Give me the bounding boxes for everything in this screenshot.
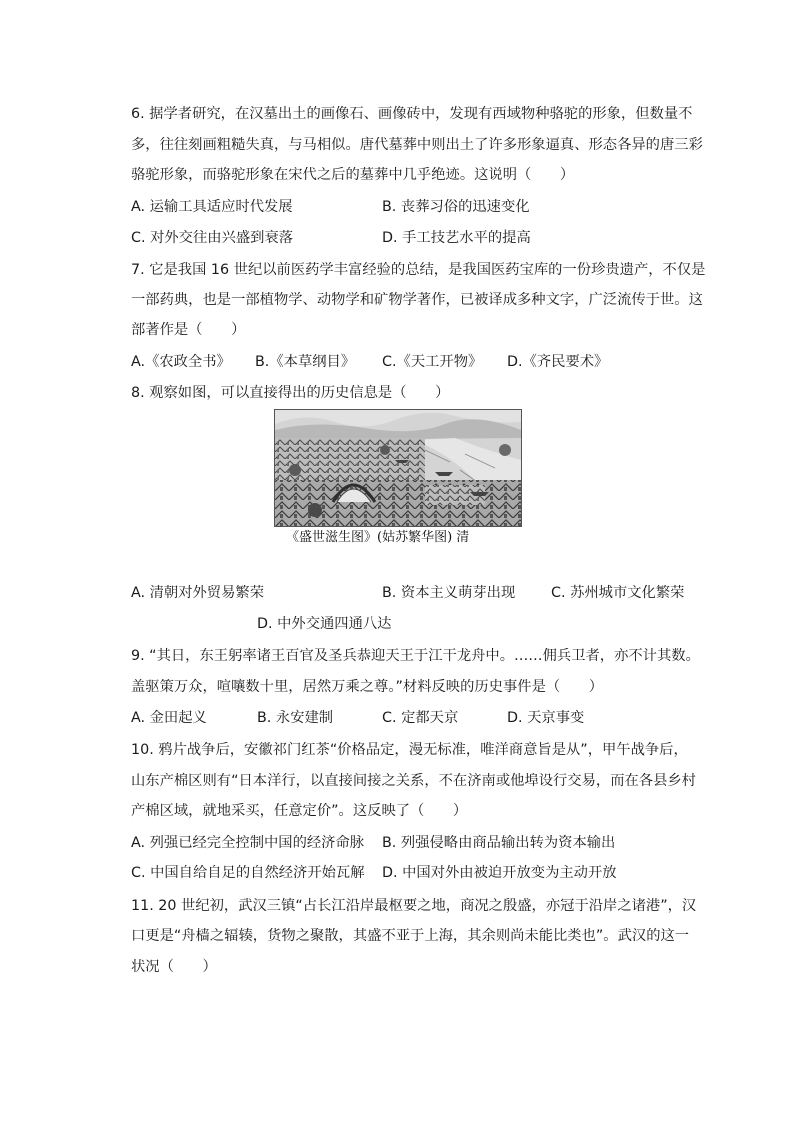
q11-stem-line-3: 状况（ ） — [131, 959, 217, 975]
q9-option-b: B. 永安建制 — [257, 710, 334, 726]
q7-stem-line-3: 部著作是（ ） — [131, 322, 246, 338]
q8-option-b: B. 资本主义萌芽出现 — [382, 585, 516, 601]
painting-image — [274, 409, 522, 527]
q7-option-a: A.《农政全书》 — [131, 354, 231, 370]
q11-stem-line-1: 11. 20 世纪初，武汉三镇“占长江沿岸最枢要之地，商况之殷盛，亦冠于沿岸之诸港”，汉 — [131, 898, 697, 914]
q9-stem-line-2: 盖驱策万众，喧嚷数十里，居然万乘之尊。”材料反映的历史事件是（ ） — [131, 679, 604, 695]
q6-stem-line-1: 6. 据学者研究，在汉墓出土的画像石、画像砖中，发现有西域物种骆驼的形象，但数量不 — [131, 106, 693, 122]
q6-option-d: D. 手工技艺水平的提高 — [382, 230, 531, 246]
q6-option-b: B. 丧葬习俗的迅速变化 — [382, 199, 530, 215]
q6-option-c: C. 对外交往由兴盛到衰落 — [131, 230, 294, 246]
q9-stem-line-1: 9. “其日，东王躬率诸王百官及圣兵恭迎天王于江干龙舟中。……佣兵卫者，亦不计其数。 — [131, 648, 700, 664]
q10-option-a: A. 列强已经完全控制中国的经济命脉 — [131, 835, 365, 851]
q8-option-a: A. 清朝对外贸易繁荣 — [131, 585, 264, 601]
q8-option-d: D. 中外交通四通八达 — [257, 616, 392, 632]
q11-stem-line-2: 口更是“舟樯之辐辏，货物之聚散，其盛不亚于上海，其余则尚未能比类也”。武汉的这一 — [131, 928, 690, 944]
q10-stem-line-2: 山东产棉区则有“日本洋行，以直接间接之关系，不在济南或他埠设行交易，而在各县乡村 — [131, 773, 696, 789]
painting-illustration — [275, 410, 521, 526]
q7-option-d: D.《齐民要术》 — [507, 354, 609, 370]
q10-stem-line-3: 产棉区域，就地采买，任意定价”。这反映了（ ） — [131, 803, 468, 819]
q9-option-a: A. 金田起义 — [131, 710, 207, 726]
q6-stem-line-3: 骆驼形象，而骆驼形象在宋代之后的墓葬中几乎绝迹。这说明（ ） — [131, 167, 575, 183]
q7-option-b: B.《本草纲目》 — [255, 354, 356, 370]
q9-option-c: C. 定都天京 — [382, 710, 459, 726]
q7-stem-line-2: 一部药典，也是一部植物学、动物学和矿物学著作，已被译成多种文字，广泛流传于世。这 — [131, 292, 703, 308]
q10-option-d: D. 中国对外由被迫开放变为主动开放 — [382, 865, 617, 881]
q6-stem-line-2: 多，往往刻画粗糙失真，与马相似。唐代墓葬中则出土了许多形象逼真、形态各异的唐三彩 — [131, 137, 703, 153]
q7-stem-line-1: 7. 它是我国 16 世纪以前医药学丰富经验的总结，是我国医药宝库的一份珍贵遗产，不仅是 — [131, 262, 706, 278]
q8-option-c: C. 苏州城市文化繁荣 — [551, 585, 685, 601]
painting-caption: 《盛世滋生图》(姑苏繁华图) 清 — [286, 530, 470, 545]
q9-option-d: D. 天京事变 — [507, 710, 585, 726]
q10-option-b: B. 列强侵略由商品输出转为资本输出 — [382, 835, 616, 851]
q7-option-c: C.《天工开物》 — [382, 354, 483, 370]
q10-stem-line-1: 10. 鸦片战争后，安徽祁门红茶“价格品定，漫无标准，唯洋商意旨是从”，甲午战争后， — [131, 742, 688, 758]
q10-option-c: C. 中国自给自足的自然经济开始瓦解 — [131, 865, 365, 881]
q8-stem: 8. 观察如图，可以直接得出的历史信息是（ ） — [131, 385, 450, 401]
q6-option-a: A. 运输工具适应时代发展 — [131, 199, 293, 215]
